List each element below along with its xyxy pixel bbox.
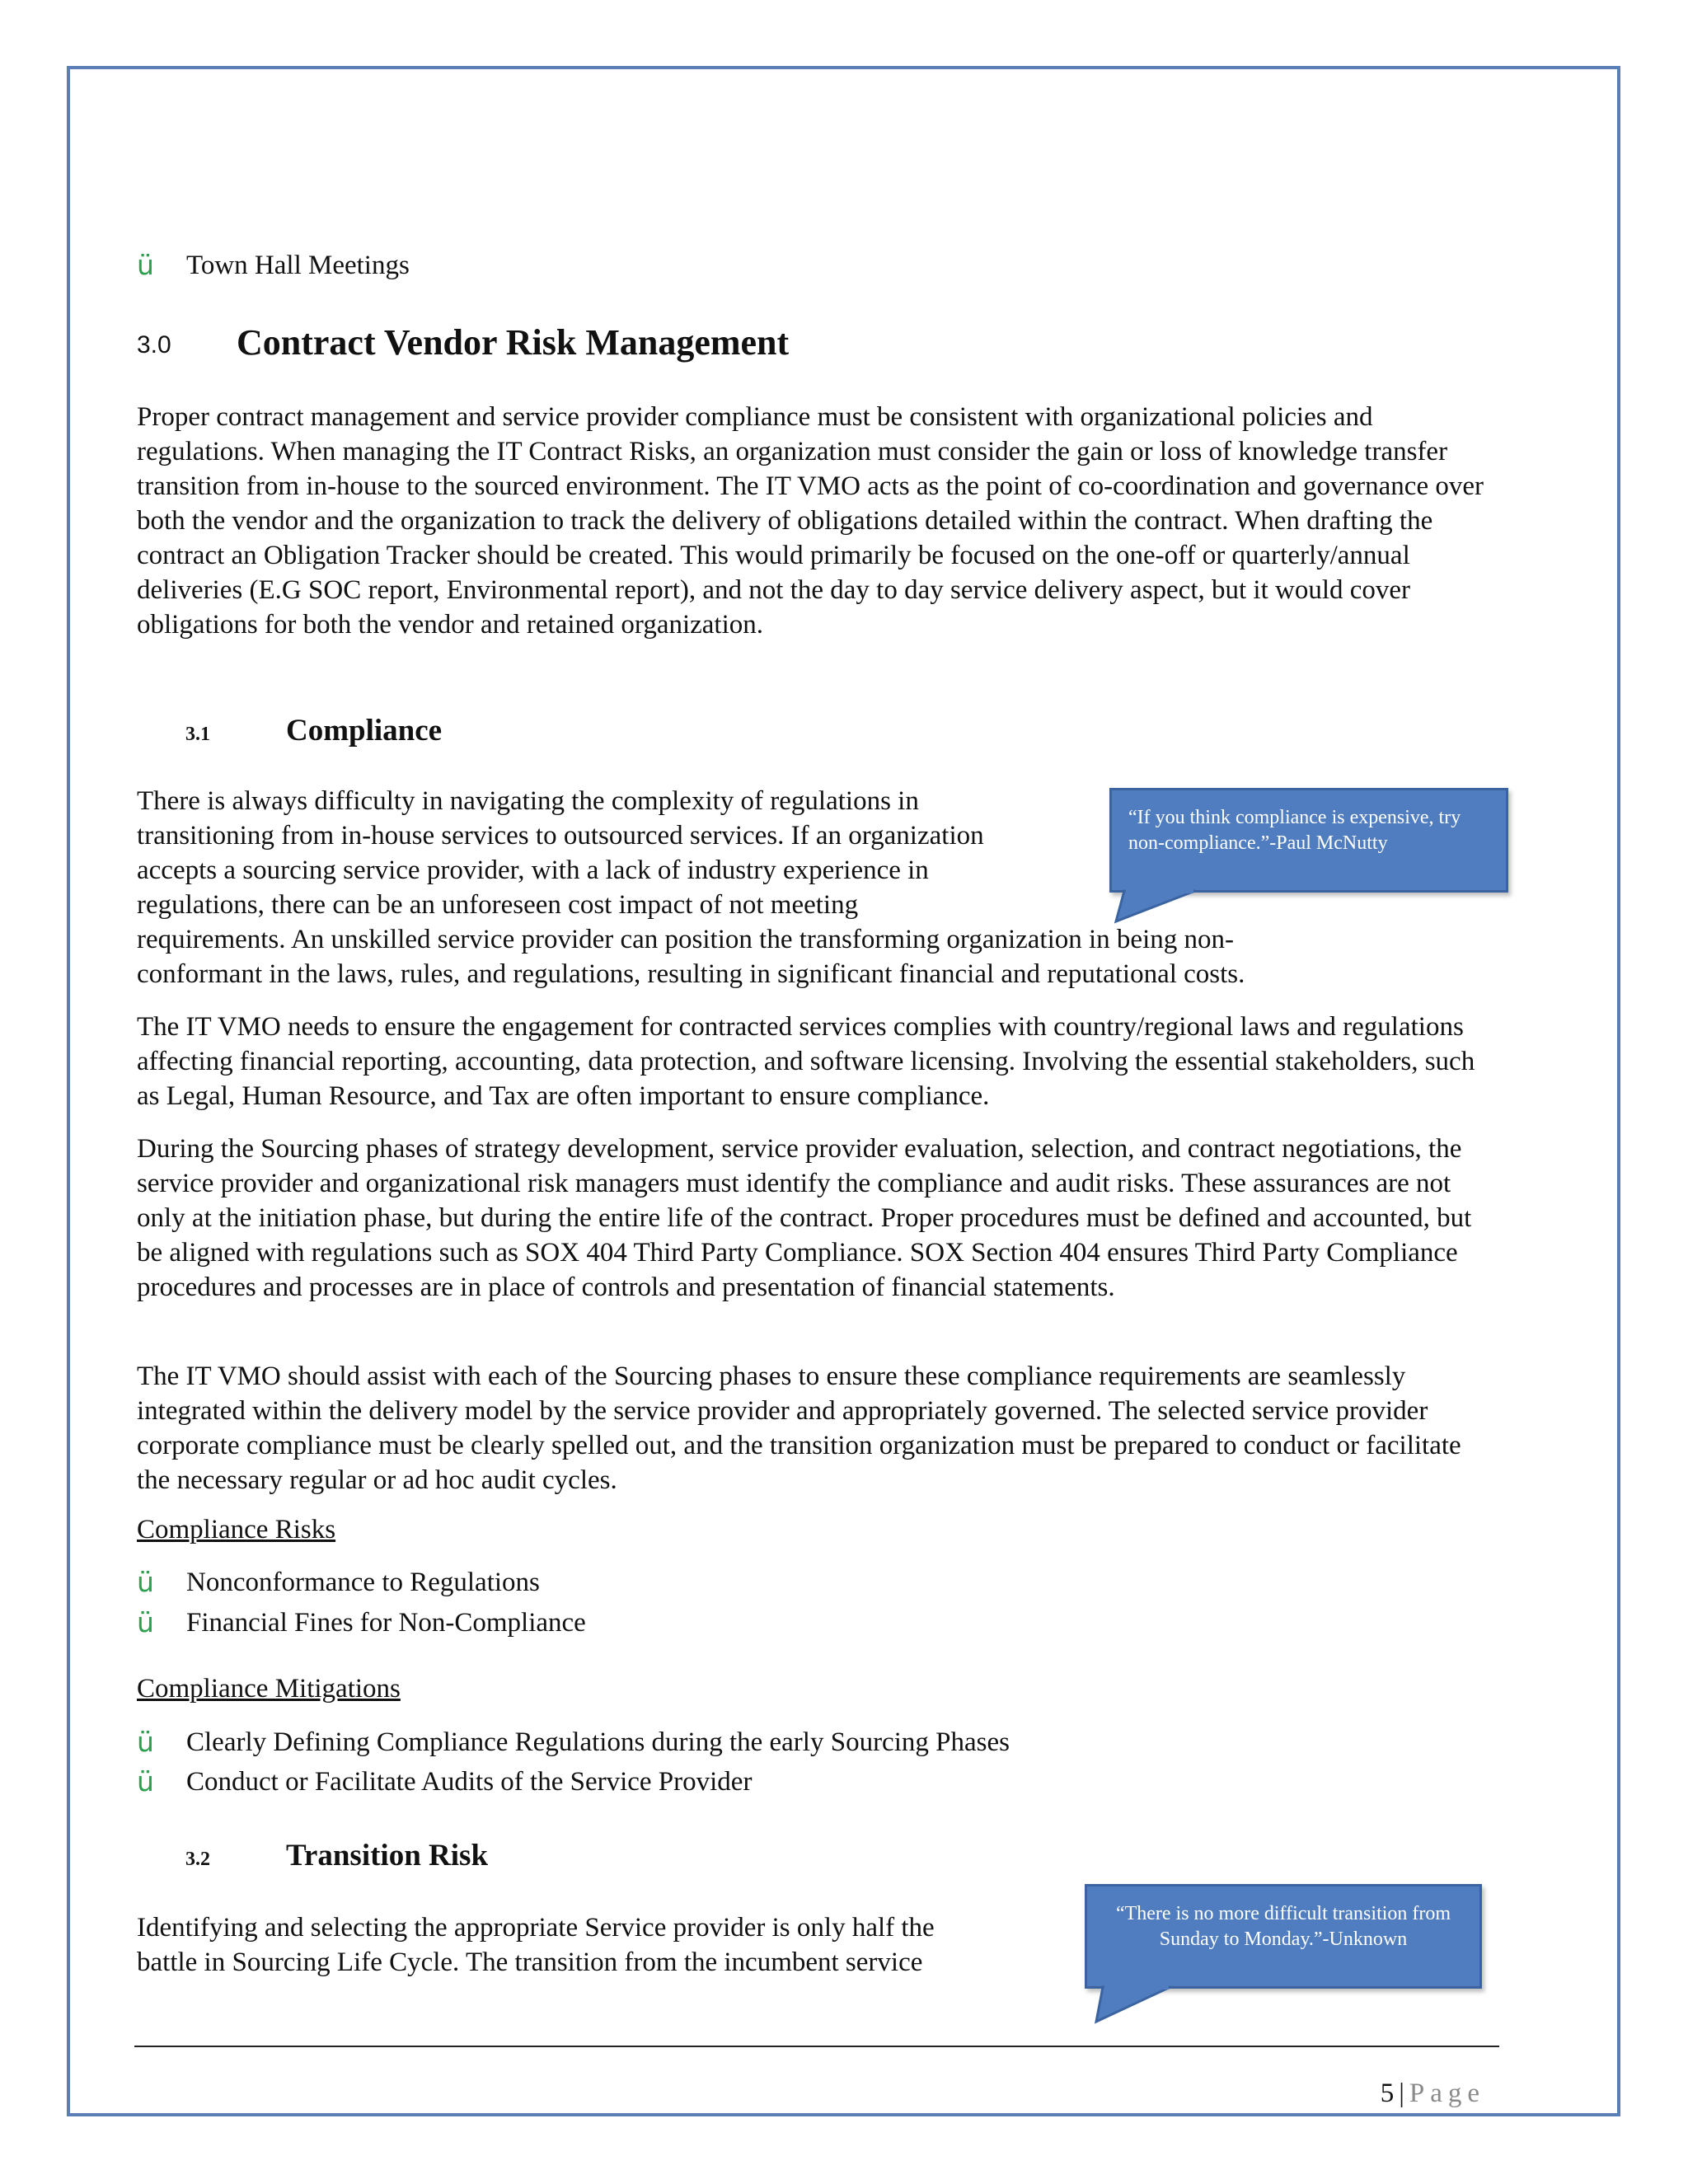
list-item-text: Conduct or Facilitate Audits of the Service Provider <box>186 1767 753 1797</box>
list-item-text: Nonconformance to Regulations <box>186 1568 540 1597</box>
compliance-mitigations-heading: Compliance Mitigations <box>137 1674 401 1704</box>
list-item-text: Financial Fines for Non-Compliance <box>186 1608 586 1638</box>
quote-text: “There is no more difficult transition from Sunday to Monday.”-Unknown <box>1115 1903 1451 1950</box>
subsection-title: Transition Risk <box>286 1839 489 1872</box>
quote-callout <box>1085 1884 1482 1989</box>
text-line: regulations, there can be an unforeseen cost impact of not meeting <box>137 890 859 920</box>
compliance-paragraph-2: The IT VMO needs to ensure the engagement for contracted services complies with country/regional laws and regulations affecting financial reporting, accounting, data protection, and software licensing. Involving the essential stakeholders, such as Legal, Human Resource, and Tax are often important to ensure compliance. <box>137 1012 1475 1111</box>
section-paragraph: Proper contract management and service provider compliance must be consistent with organizational policies and regulations. When managing the IT Contract Risks, an organization must consider the gain or loss of knowledge transfer transition from in-house to the sourced environment. The IT VMO acts as the point of co-coordination and governance over both the vendor and the organization to track the delivery of obligations detailed within the contract. When drafting the contract an Obligation Tracker should be created. This would primarily be focused on the one-off or quarterly/annual deliveries (E.G SOC report, Environmental report), and not the day to day service delivery aspect, but it would cover obligations for both the vendor and retained organization. <box>137 402 1484 640</box>
callout-pointer <box>1088 1985 1187 2026</box>
subsection-number: 3.2 <box>185 1849 210 1870</box>
footer-divider <box>134 2046 1499 2047</box>
section-number: 3.0 <box>137 331 171 359</box>
footer-separator: | <box>1399 2079 1404 2108</box>
section-title: Contract Vendor Risk Management <box>237 322 790 363</box>
page-label: Page <box>1409 2079 1485 2108</box>
compliance-risks-heading: Compliance Risks <box>137 1515 336 1544</box>
list-item <box>137 248 410 283</box>
list-item <box>137 1605 586 1640</box>
text-line: battle in Sourcing Life Cycle. The transition from the incumbent service <box>137 1947 923 1977</box>
subsection-title: Compliance <box>286 714 443 748</box>
page-footer <box>1381 2079 1485 2109</box>
list-item-text: Clearly Defining Compliance Regulations during the early Sourcing Phases <box>186 1727 1010 1757</box>
check-icon: ü <box>137 1606 154 1638</box>
check-icon: ü <box>137 1726 154 1758</box>
page-number: 5 <box>1380 2079 1395 2108</box>
check-icon: ü <box>137 249 154 281</box>
text-line: requirements. An unskilled service provider can position the transforming organization in being non- <box>137 925 1234 954</box>
text-line: accepts a sourcing service provider, with a lack of industry experience in <box>137 855 929 885</box>
list-item <box>137 1725 1010 1760</box>
list-item-text: Town Hall Meetings <box>186 251 410 280</box>
text-line: There is always difficulty in navigating the complexity of regulations in <box>137 786 919 816</box>
text-line: transitioning from in-house services to outsourced services. If an organization <box>137 821 984 851</box>
text-line: conformant in the laws, rules, and regulations, resulting in significant financial and reputational costs. <box>137 959 1245 989</box>
subsection-number: 3.1 <box>185 724 210 745</box>
list-item <box>137 1565 540 1600</box>
text-line: Identifying and selecting the appropriate Service provider is only half the <box>137 1913 935 1943</box>
quote-callout <box>1109 788 1508 893</box>
compliance-paragraph-3: During the Sourcing phases of strategy development, service provider evaluation, selection, and contract negotiations, the service provider and organizational risk managers must identify the compliance and audit risks. These assurances are not only at the initiation phase, but during the entire life of the contract. Proper procedures must be defined and accounted, but be aligned with regulations such as SOX 404 Third Party Compliance. SOX Section 404 ensures Third Party Compliance procedures and processes are in place of controls and presentation of financial statements. <box>137 1134 1472 1302</box>
quote-text: “If you think compliance is expensive, try non-compliance.”-Paul McNutty <box>1128 807 1461 854</box>
list-item <box>137 1765 752 1799</box>
check-icon: ü <box>137 1765 154 1797</box>
callout-pointer <box>1104 888 1203 926</box>
compliance-paragraph-4: The IT VMO should assist with each of the Sourcing phases to ensure these compliance requirements are seamlessly integrated within the delivery model by the service provider and appropriately governed. The selected service provider corporate compliance must be clearly spelled out, and the transition organization must be prepared to conduct or facilitate the necessary regular or ad hoc audit cycles. <box>137 1361 1461 1495</box>
check-icon: ü <box>137 1566 154 1598</box>
